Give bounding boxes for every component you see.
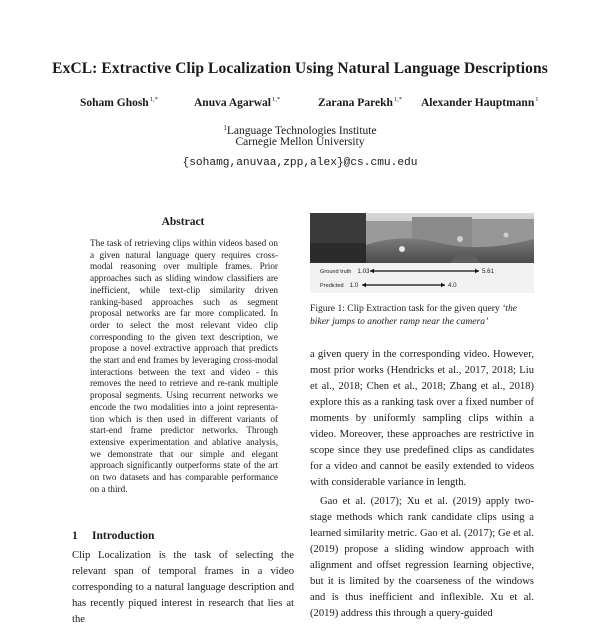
author-affil-mark: 1,* [393,96,402,103]
biker-figure [399,246,405,252]
right-column-paragraph-2: Gao et al. (2017); Xu et al. (2019) apply two-stage methods which rank candidate clips using a learned similarity metric. Gao et al. (2017); Ge et al. (2019) propose a sliding window approach with alignment and offset regression learning objective, but it is limited by the coarseness of the windows and is thus inefficient and inflexible. Xu et al. (2019) address this through a query-guided [310,496,534,619]
author-2 [194,96,280,109]
right-column-paragraph-1: a given query in the corresponding video. However, most prior works (Hendricks et al., 2017, 2018; Liu et al., 2018; Chen et al., 2018; Zhang et al., 2018) explore this as a ranking task over a fixed number of moments by uniformly sampling clips within a video. Moreover, these approaches are restrictive in scope since they use predefined clips as candidates for a video and cannot be easily extended to videos with considerable variance in length. [310,349,534,488]
author-3 [318,96,402,109]
figure-1-graphic [310,213,534,293]
author-affil-mark: 1,* [149,96,158,103]
author-name: Anuva Agarwal [194,97,271,109]
figure-1 [310,213,534,293]
video-frames [310,213,534,263]
biker-figure [457,236,463,242]
author-name: Alexander Hauptmann [421,97,535,109]
author-emails: {sohamg,anuvaa,zpp,alex}@cs.cmu.edu [182,157,418,169]
pred-row-label: Predicted [320,283,344,289]
frame-1-ground [310,243,366,263]
gt-start-value: 1.03 [357,268,370,275]
author-name: Soham Ghosh [80,97,149,109]
author-affil-mark: 1,* [272,96,281,103]
author-name: Zarana Parekh [318,97,393,109]
caption-text: Figure 1: Clip Extraction task for the given query [310,303,503,314]
author-1 [80,96,158,109]
affiliation-mark: 1 [223,124,227,132]
biker-figure [504,233,509,238]
gt-row-label: Ground truth [320,269,352,275]
pred-start-value: 1.0 [349,282,359,289]
figure-1-caption [310,303,534,328]
gt-end-value: 5.61 [482,268,495,275]
author-4 [421,96,538,109]
author-affil-mark: 1 [535,96,539,103]
introduction-text: Clip Localization is the task of selecting the relevant span of temporal frames in a video corresponding to a natural language description and has recently piqued interest in research that lies at the [72,550,294,625]
section-heading-introduction [72,530,154,542]
section-title: Introduction [92,530,155,542]
pred-end-value: 4.0 [448,282,457,289]
affiliation-institute: Language Technologies Institute [226,125,377,137]
paper-title: ExCL: Extractive Clip Localization Using Natural Language Descriptions [52,60,548,77]
caption-query: ‘the biker jumps to another ramp near the camera’ [310,303,518,327]
abstract-heading: Abstract [161,216,205,228]
abstract-body: The task of retrieving clips within videos based on a given natural language query requires cross-modal reasoning over multiple frames. Prior approaches such as sliding window classifiers are inefficient, while text-clip similarity driven ranking-based approaches such as segment proposal networks are far more complicated. In order to select the most relevant video clip corresponding to the given text description, we propose a novel extractive approach that predicts the start and end frames by leveraging cross-modal interactions between the text and video - this removes the need to retrieve and re-rank multiple proposal segments. Using recurrent networks we encode the two modalities into a joint representation which is then used in different variants of start-end frame predictor networks. Through extensive experimentation and ablative analysis, we demonstrate that our simple and elegant approach significantly outperforms state of the art on two datasets and has comparable performance on a third. [90,238,278,494]
section-number: 1 [72,530,78,542]
affiliation-line-2: Carnegie Mellon University [235,136,365,148]
